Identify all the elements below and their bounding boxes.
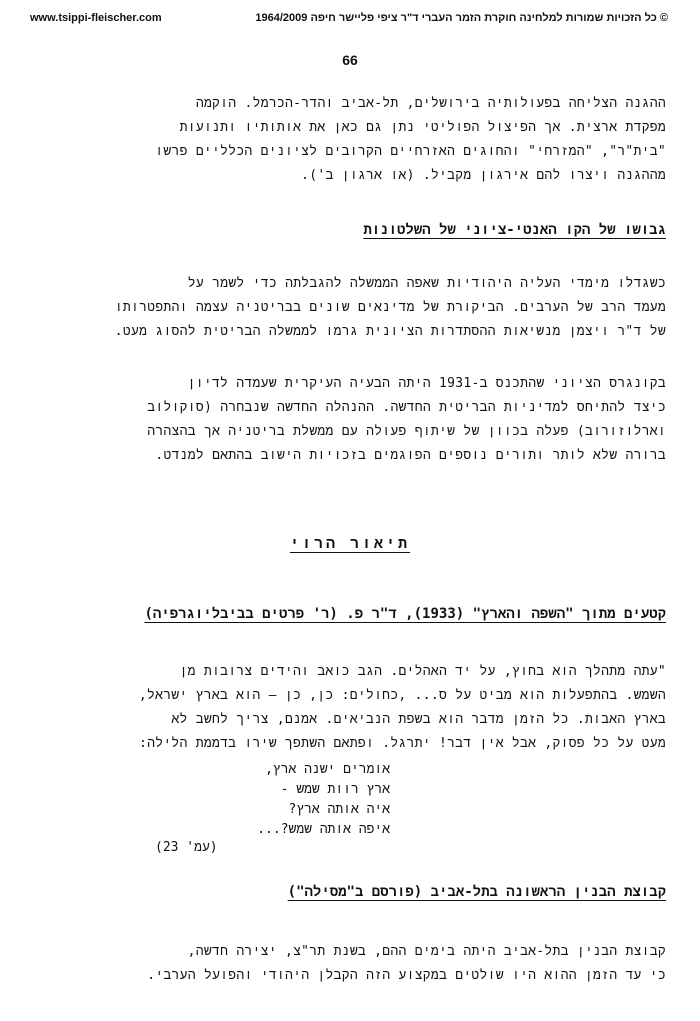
page-number: 66: [342, 52, 358, 68]
section-heading-excerpts: קטעים מתוך "השפה והארץ" (1933), ד"ר פ. (ר' פרטים בביבליוגרפיה): [144, 606, 666, 622]
paragraph-excerpt: [36, 660, 666, 756]
section-heading-anti-zionist-line: גבושו של הקו האנטי-ציוני של השלטונות: [363, 222, 666, 238]
poem-line: אומרים ישנה ארץ,: [265, 762, 390, 777]
text-line: וארלוזורוב) פעלה בכוון של שיתוף פעולה עם ממשלת בריטניה אך בהצהרה: [147, 424, 666, 439]
poem-line: ארץ רוות שמש -: [280, 782, 390, 797]
text-line: מההגנה ויצרו להם אירגון מקביל. (או ארגון ב').: [301, 168, 666, 183]
paragraph-congress: [36, 372, 666, 468]
text-line: מעט על כל פסוק, אבל אין דבר! יתרגל. ופתאם השתפך שירו בדממת הלילה:: [139, 736, 666, 751]
text-line: כשגדלו מימדי העליה היהודיות שאפה הממשלה להגבלתה כדי לשמר על: [187, 276, 666, 291]
text-line: ברורה שלא לותר ותורים נוספים הפוגמים בזכויות הישוב בהתאם למנדט.: [155, 448, 666, 463]
text-line: ההגנה הצליחה בפעולותיה בירושלים, תל-אביב והדר-הכרמל. הוקמה: [195, 96, 666, 111]
text-line: כי עד הזמן ההוא היו שולטים במקצוע הזה הקבלן היהודי והפועל הערבי.: [147, 968, 666, 983]
text-line: בארץ האבות. כל הזמן מדבר הוא בשפת הנביאים. אמנם, צריך לחשב לא: [171, 712, 666, 727]
text-line: קבוצת הבנין בתל-אביב היתה בימים ההם, בשנת תר"צ, יצירה חדשה,: [187, 944, 666, 959]
page-header: [0, 8, 700, 28]
paragraph-immigration: [36, 272, 666, 344]
paragraph-haganah: [36, 92, 666, 188]
poem-line: איה אותה ארץ?: [288, 802, 390, 817]
text-line: "עתה מתהלך הוא בחוץ, על יד האהלים. הגב כואב והידים צרובות מן: [179, 664, 666, 679]
copyright-notice: © כל הזכויות שמורות למלחינה חוקרת הזמר העברי ד"ר ציפי פליישר חיפה 1964/2009: [255, 12, 668, 24]
text-line: מפקדת ארצית. אך הפיצול הפוליטי נתן גם כאן את אותותיו ותנועות: [179, 120, 666, 135]
site-url: www.tsippi-fleischer.com: [30, 12, 162, 24]
text-line: כיצד להתיחס למדיניות הבריטית החדשה. ההנהלה החדשה שנבחרה (סוקולוב: [147, 400, 666, 415]
text-line: "בית"ר", "המזרחי" והחוגים האזרחיים הקרובים לציונים הכלליים פרשו: [155, 144, 666, 159]
center-heading: תיאור הרוי: [289, 534, 411, 552]
poem-line: איפה אותה שמש?...: [257, 822, 390, 837]
text-line: מעמד הרב של הערבים. הביקורת של מדינאים שונים בבריטניה עצמה והתפטרותו: [114, 300, 666, 315]
text-line: השמש. בהתפעלות הוא מביט על ס... ,כחולים: כן, כן – הוא בארץ ישראל,: [138, 688, 666, 703]
paragraph-building-group: [36, 940, 666, 988]
poem: [257, 760, 390, 840]
text-line: בקונגרס הציוני שהתכנס ב-1931 היתה הבעיה העיקרית שעמדה לדיון: [187, 376, 666, 391]
section-heading-building-group: קבוצת הבנין הראשונה בתל-אביב (פורסם ב"מסילה"): [287, 884, 666, 900]
text-line: של ד"ר ויצמן מנשיאות ההסתדרות הציונית גרמו לממשלה הבריטית להסוג מעט.: [114, 324, 666, 339]
page-reference: (עמ' 23): [155, 840, 218, 855]
